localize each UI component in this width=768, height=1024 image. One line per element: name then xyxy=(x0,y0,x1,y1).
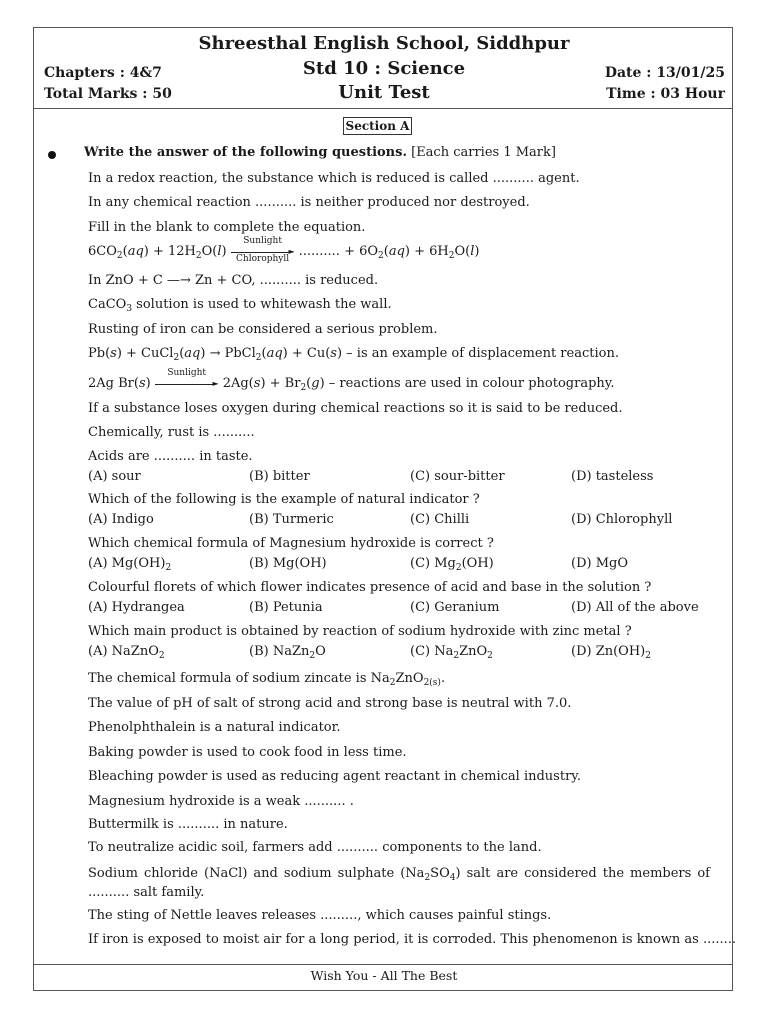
question-20: Bleaching powder is used as reducing agent reactant in chemical industry. xyxy=(88,769,582,784)
question-26: If iron is exposed to moist air for a long period, it is corroded. This phenomenon is known as ........ xyxy=(88,932,737,947)
question-23: To neutralize acidic soil, farmers add .......... components to the land. xyxy=(88,840,542,855)
q4-reactants: In ZnO + C xyxy=(88,273,163,288)
q12-option-c: (C) Chilli xyxy=(410,512,470,527)
question-8: 2Ag Br(s) Sunlight ► $2Ag(s) + Br_2(g)$ – reactions are used in colour photography. xyxy=(88,367,615,393)
question-9: If a substance loses oxygen during chemical reactions so it is said to be reduced. xyxy=(88,401,623,416)
q12-option-a: (A) Indigo xyxy=(88,512,154,527)
q5-formula: CaCO xyxy=(88,297,127,312)
q4-products: Zn + CO, .......... is reduced. xyxy=(194,273,379,288)
q13-option-d: (D) MgO xyxy=(571,556,628,571)
q7-text: – is an example of displacement reaction. xyxy=(346,346,619,361)
instruction-marks: [Each carries 1 Mark] xyxy=(406,145,556,160)
question-25: The sting of Nettle leaves releases ........., which causes painful stings. xyxy=(88,908,552,923)
standard: Std 10 : Science xyxy=(302,58,466,79)
question-17: The value of pH of salt of strong acid and strong base is neutral with 7.0. xyxy=(88,696,572,711)
school-name: Shreesthal English School, Siddhpur xyxy=(198,33,570,54)
q11-option-a: (A) sour xyxy=(88,469,141,484)
q15-option-d: (D) $Zn(OH)_2$ xyxy=(571,644,651,661)
question-3: Fill in the blank to complete the equation. xyxy=(88,220,366,235)
equation-tail: .......... + 6O xyxy=(298,244,379,259)
q11-option-c: (C) sour-bitter xyxy=(410,469,505,484)
question-15: Which main product is obtained by reaction of sodium hydroxide with zinc metal ? xyxy=(88,624,632,639)
q24-text-a: Sodium chloride (NaCl) and sodium sulphate (Na xyxy=(88,866,425,881)
bullet-icon xyxy=(48,151,56,159)
instruction-bold: Write the answer of the following questions. xyxy=(84,145,407,160)
q8-text: – reactions are used in colour photography. xyxy=(328,376,615,391)
question-11: Acids are .......... in taste. xyxy=(88,449,253,464)
q11-option-b: (B) bitter xyxy=(249,469,310,484)
q14-option-d: (D) All of the above xyxy=(571,600,699,615)
question-22: Buttermilk is .......... in nature. xyxy=(88,817,288,832)
reaction-arrow-icon: Sunlight ► xyxy=(155,377,219,391)
reaction-arrow-icon: Sunlight ► Chlorophyll xyxy=(231,245,295,259)
question-24: Sodium chloride (NaCl) and sodium sulphate $(Na_2SO_4)$ salt are considered the members of .......... salt family. xyxy=(88,866,710,900)
arrow-condition-top: Sunlight xyxy=(243,235,282,246)
question-21: Magnesium hydroxide is a weak .......... . xyxy=(88,794,354,809)
section-a-label: Section A xyxy=(343,117,412,135)
q14-option-a: (A) Hydrangea xyxy=(88,600,185,615)
header-divider xyxy=(34,108,732,109)
question-10: Chemically, rust is .......... xyxy=(88,425,255,440)
q11-option-d: (D) tasteless xyxy=(571,469,654,484)
q13-option-c: (C) $Mg_2(OH)$ xyxy=(410,556,494,573)
total-marks: Total Marks : 50 xyxy=(44,86,172,102)
q15-option-a: (A) NaZnO$_2$ xyxy=(88,644,165,661)
question-18: Phenolphthalein is a natural indicator. xyxy=(88,720,341,735)
test-name: Unit Test xyxy=(338,82,430,103)
question-16: The chemical formula of sodium zincate is $Na_2ZnO_{2(s)}$. xyxy=(88,671,446,688)
question-19: Baking powder is used to cook food in less time. xyxy=(88,745,407,760)
q14-option-b: (B) Petunia xyxy=(249,600,323,615)
question-7: Pb(s) + CuCl$_2$(aq) → PbCl$_2$(aq) + Cu(s) – is an example of displacement reaction. xyxy=(88,346,619,363)
q13-option-b: (B) Mg(OH) xyxy=(249,556,327,571)
arrow-condition-top: Sunlight xyxy=(167,367,207,378)
chapters: Chapters : 4&7 xyxy=(44,65,162,81)
q14-option-c: (C) Geranium xyxy=(410,600,500,615)
q12-option-b: (B) Turmeric xyxy=(249,512,334,527)
question-14: Colourful florets of which flower indicates presence of acid and base in the solution ? xyxy=(88,580,652,595)
footer: Wish You - All The Best xyxy=(310,968,458,983)
question-12: Which of the following is the example of natural indicator ? xyxy=(88,492,480,507)
footer-divider xyxy=(34,964,732,965)
q24-text-b: ) salt are considered the members of .......... salt family. xyxy=(88,866,710,900)
question-6: Rusting of iron can be considered a serious problem. xyxy=(88,322,438,337)
q16-text: The chemical formula of sodium zincate is Na xyxy=(88,671,390,686)
instruction xyxy=(84,145,556,160)
question-2: In any chemical reaction .......... is neither produced nor destroyed. xyxy=(88,195,530,210)
arrow-condition-bottom: Chlorophyll xyxy=(236,253,290,264)
question-5 xyxy=(88,297,392,312)
q5-text: solution is used to whitewash the wall. xyxy=(132,297,392,312)
q15-option-b: (B) NaZn$_2$O xyxy=(249,644,326,661)
question-13: Which chemical formula of Magnesium hydroxide is correct ? xyxy=(88,536,494,551)
q15-option-c: (C) $Na_2ZnO_2$ xyxy=(410,644,493,661)
date: Date : 13/01/25 xyxy=(604,65,725,81)
question-4: In ZnO + C —→ Zn + CO, .......... is reduced. xyxy=(88,273,379,288)
question-1: In a redox reaction, the substance which is reduced is called .......... agent. xyxy=(88,171,580,186)
q12-option-d: (D) Chlorophyll xyxy=(571,512,673,527)
equation-photosynthesis: $6CO_2(aq) + 12H_2O(l)$ Sunlight ► Chlorophyll .......... + $6O_2(aq) + 6H_2O(l)$ xyxy=(88,235,480,264)
time: Time : 03 Hour xyxy=(606,86,725,102)
q13-option-a: (A) $Mg(OH)_2$ xyxy=(88,556,172,573)
q5-subscript: 3 xyxy=(126,304,133,314)
